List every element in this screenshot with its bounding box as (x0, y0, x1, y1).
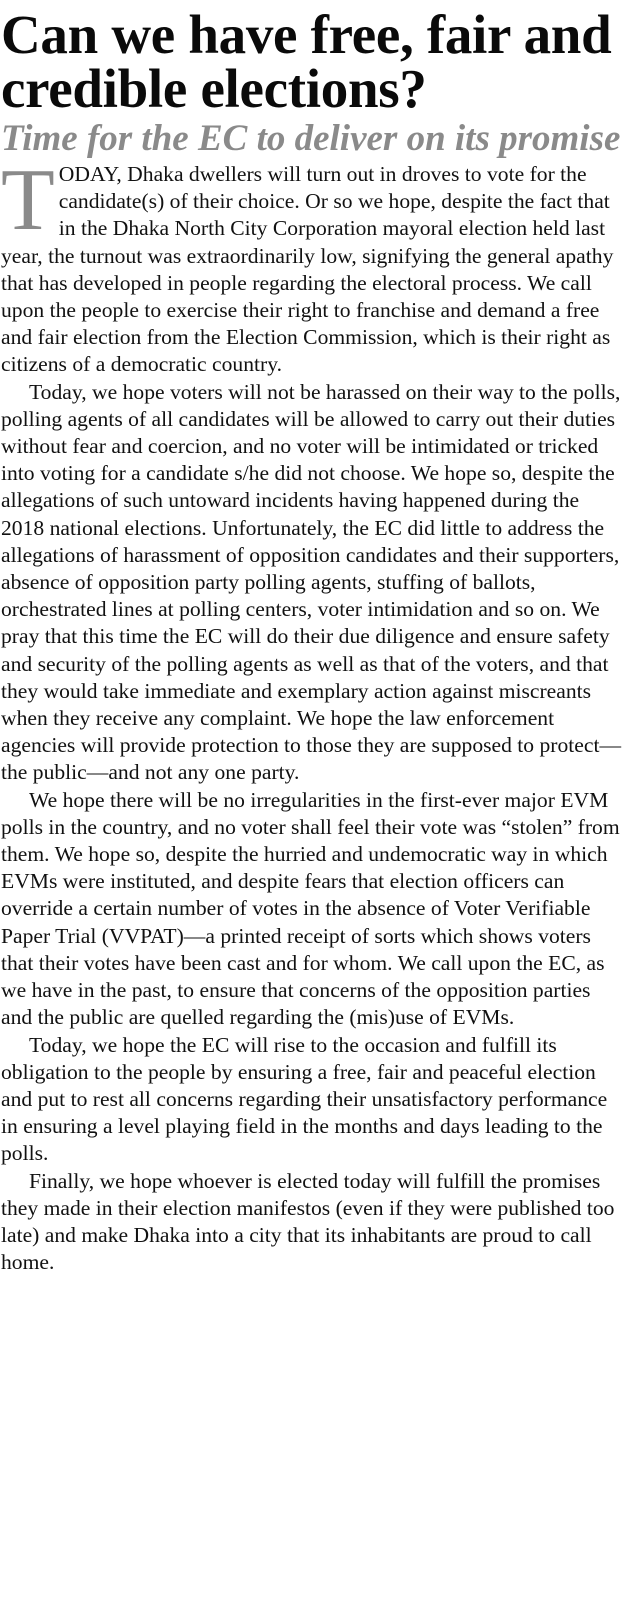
article-body (1, 152, 627, 1276)
headline: Can we have free, fair and credible elections? (1, 4, 612, 119)
paragraph-4: Today, we hope the EC will rise to the occasion and fulfill its obligation to the people by ensuring a free, fair and peaceful election and put to rest all concerns regarding their unsatisfactory performance in ensuring a level playing field in the months and days leading to the polls. (1, 1032, 608, 1166)
paragraph-5: Finally, we hope whoever is elected today will fulfill the promises they made in their election manifestos (even if they were published too late) and make Dhaka into a city that its inhabitants are proud to call home. (1, 1168, 615, 1275)
paragraph-3: We hope there will be no irregularities in the first-ever major EVM polls in the country, and no voter shall feel their vote was “stolen” from them. We hope so, despite the hurried and undemocratic way in which EVMs were instituted, and despite fears that election officers can override a certain number of votes in the absence of Voter Verifiable Paper Trial (VVPAT)—a printed receipt of sorts which shows voters that their votes have been cast and for whom. We call upon the EC, as we have in the past, to ensure that concerns of the opposition parties and the public are quelled regarding the (mis)use of EVMs. (1, 787, 620, 1030)
paragraph-2: Today, we hope voters will not be harassed on their way to the polls, polling agents of all candidates will be allowed to carry out their duties without fear and coercion, and no voter will be intimidated or tricked into voting for a candidate s/he did not choose. We hope so, despite the allegations of such untoward incidents having happened during the 2018 national elections. Unfortunately, the EC did little to address the allegations of harassment of opposition candidates and their supporters, absence of opposition party polling agents, stuffing of ballots, orchestrated lines at polling centers, voter intimidation and so on. We pray that this time the EC will do their due diligence and ensure safety and security of the polling agents as well as that of the voters, and that they would take immediate and exemplary action against miscreants when they receive any complaint. We hope the law enforcement agencies will provide protection to those they are supposed to protect—the public—and not any one party. (1, 379, 622, 785)
paragraph-1-text: ODAY, Dhaka dwellers will turn out in droves to vote for the candidate(s) of their choice. Or so we hope, despite the fact that in the Dhaka North City Corporation mayoral election held last year, the turnout was extraordinarily low, signifying the general apathy that has developed in people regarding the electoral process. We call upon the people to exercise their right to franchise and demand a free and fair election from the Election Commission, which is their right as citizens of a democratic country. (1, 162, 614, 377)
paragraph-1 (1, 152, 627, 379)
drop-cap: T (1, 152, 55, 249)
subheadline: Time for the EC to deliver on its promise (1, 118, 621, 159)
